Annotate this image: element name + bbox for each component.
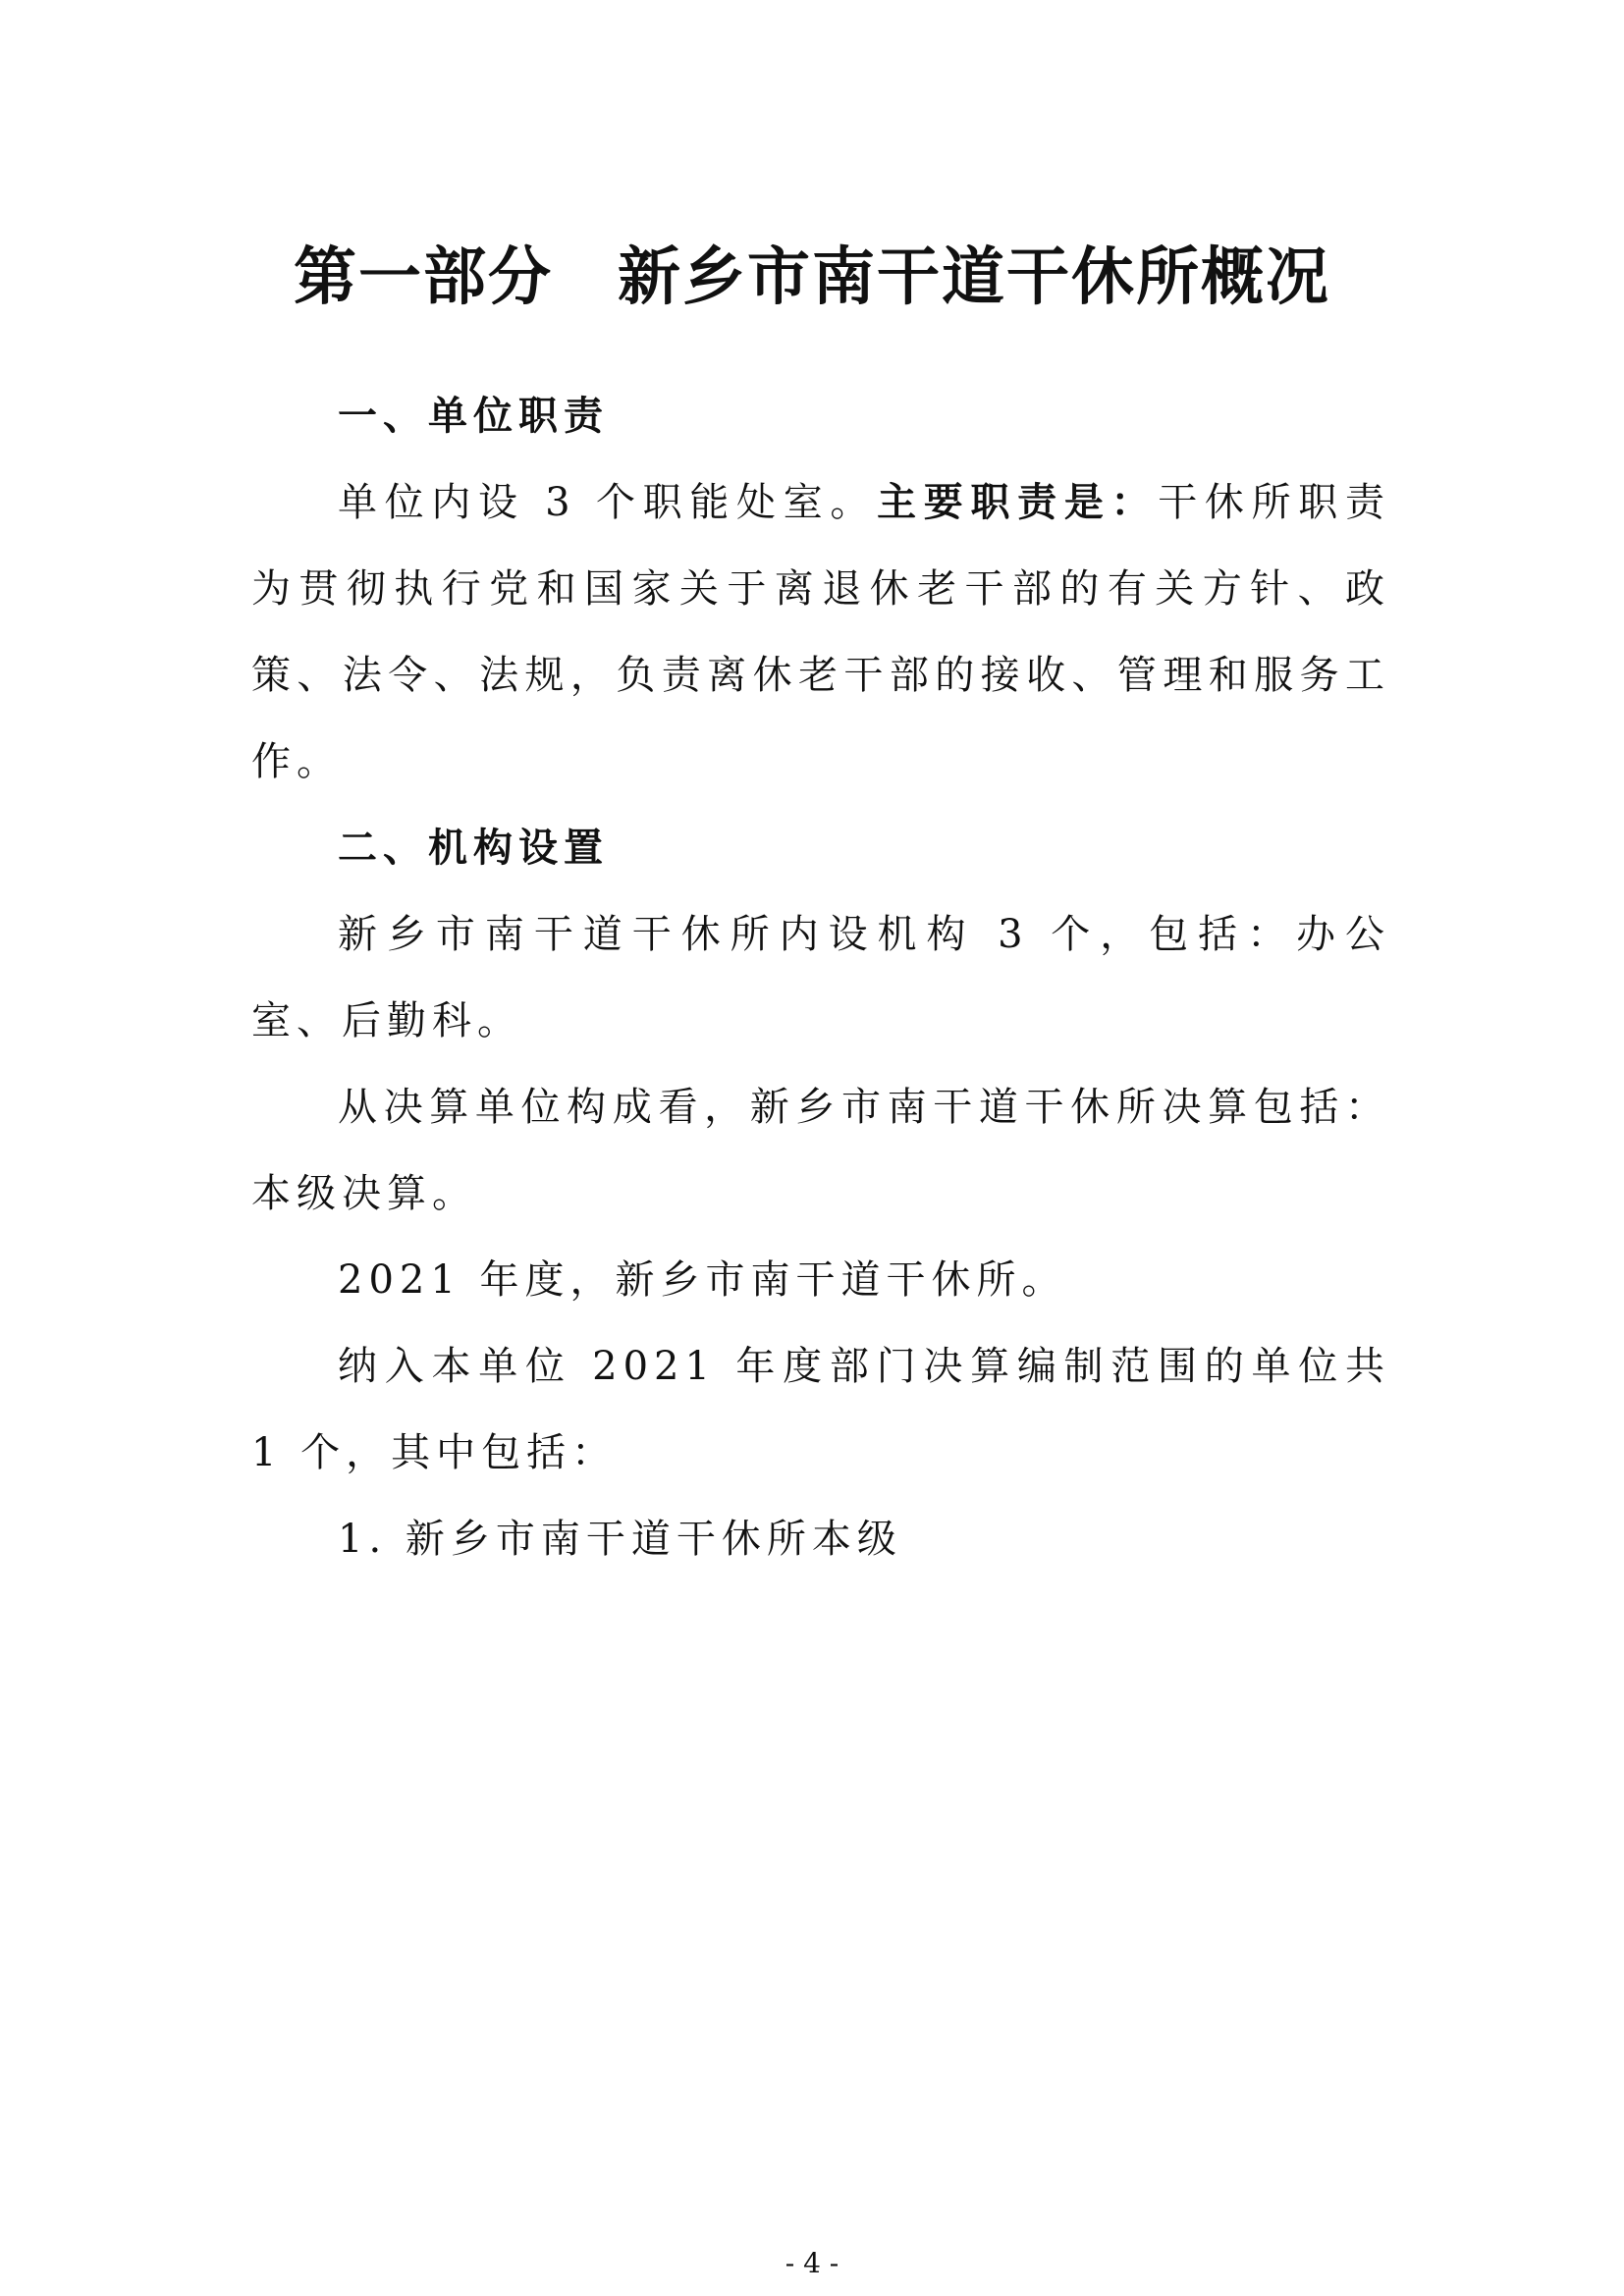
- organization-paragraph-3: 2021 年度，新乡市南干道干休所。: [338, 1257, 1067, 1303]
- organization-paragraph-2: 从决算单位构成看，新乡市南干道干休所决算包括：本级决算。: [251, 1085, 1390, 1216]
- duties-prefix: 单位内设 3 个职能处室。: [338, 480, 878, 525]
- organization-paragraph-4: 纳入本单位 2021 年度部门决算编制范围的单位共 1 个，其中包括：: [251, 1344, 1390, 1475]
- document-body: [251, 373, 1390, 1582]
- page-number: - 4 -: [785, 2247, 839, 2279]
- section-heading-duties: 一、单位职责: [338, 394, 609, 439]
- duties-paragraph: [251, 459, 1390, 805]
- organization-list-item-1: 1. 新乡市南干道干休所本级: [338, 1517, 902, 1562]
- duties-bold-label: 主要职责是：: [877, 480, 1159, 525]
- page-title: 第一部分 新乡市南干道干休所概况: [294, 240, 1330, 314]
- organization-paragraph-1: 新乡市南干道干休所内设机构 3 个，包括：办公室、后勤科。: [251, 912, 1390, 1043]
- duties-text: 干休所职责为贯彻执行党和国家关于离退休老干部的有关方针、政策、法令、法规，负责离休老干部的接收、管理和服务工作。: [251, 480, 1390, 784]
- section-heading-organization: 二、机构设置: [338, 826, 609, 871]
